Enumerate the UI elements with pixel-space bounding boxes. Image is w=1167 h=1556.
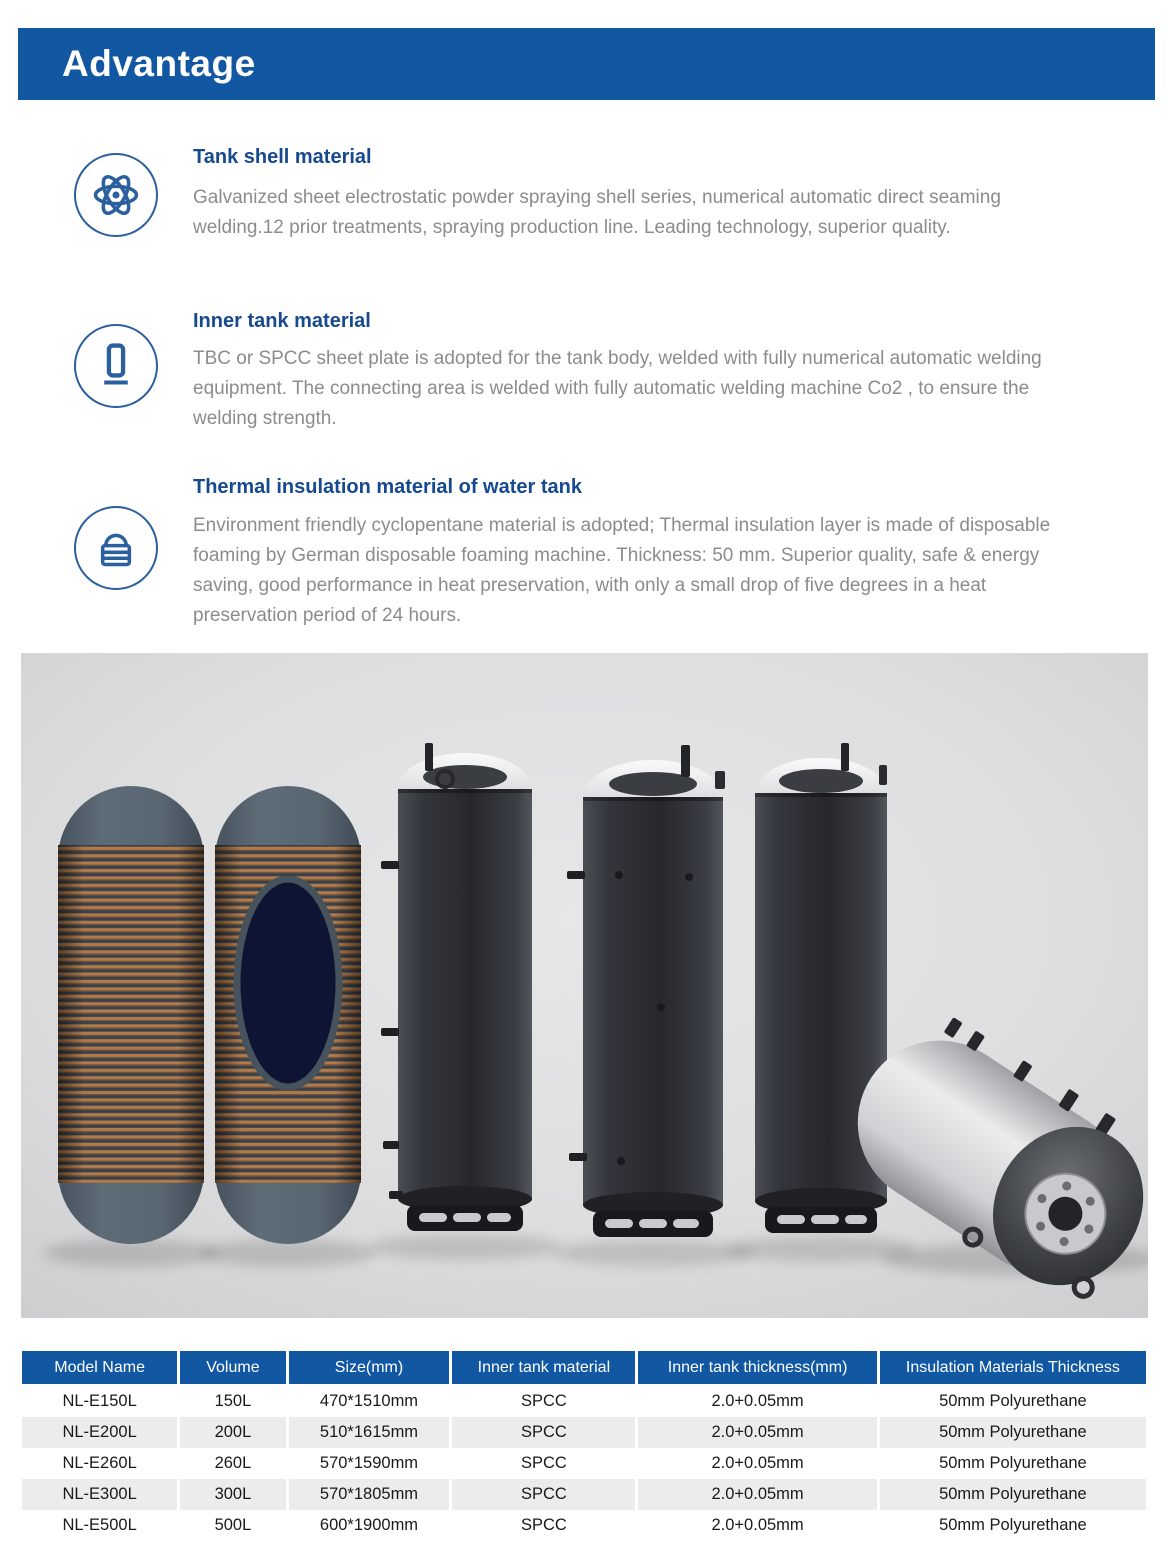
cell-material: SPCC: [520, 1392, 567, 1410]
inner-tank-icon: [83, 333, 149, 399]
cell-insulation: 50mm Polyurethane: [939, 1392, 1087, 1410]
cell-model: NL-E200L: [22, 1417, 177, 1448]
spec-table-header-row: [22, 1351, 1146, 1386]
insulation-icon: [83, 515, 149, 581]
cell-insulation: 50mm Polyurethane: [939, 1516, 1087, 1534]
cell-size: 510*1615mm: [289, 1417, 450, 1448]
cell-material: SPCC: [520, 1454, 567, 1472]
cell-size: 600*1900mm: [319, 1516, 419, 1534]
column-header-inner-tank-thickness: Inner tank thickness(mm): [638, 1351, 876, 1386]
column-header-insulation-thickness: Insulation Materials Thickness: [880, 1351, 1146, 1386]
inner-tank-feature-icon-circle: [74, 324, 158, 408]
column-header-model-name: Model Name: [22, 1351, 177, 1386]
cell-thickness: 2.0+0.05mm: [711, 1392, 804, 1410]
table-row: [22, 1448, 1146, 1479]
feature-title-tank-shell: Tank shell material: [193, 146, 372, 168]
cell-volume: 200L: [180, 1417, 285, 1448]
cell-insulation: 50mm Polyurethane: [880, 1479, 1146, 1510]
cell-size: 570*1805mm: [289, 1479, 450, 1510]
cell-size: 570*1590mm: [319, 1454, 419, 1472]
insulation-feature-icon-circle: [74, 506, 158, 590]
cell-volume: 300L: [180, 1479, 285, 1510]
cell-size: 470*1510mm: [319, 1392, 419, 1410]
product-tanks-image: [21, 653, 1148, 1318]
column-header-volume: Volume: [180, 1351, 285, 1386]
cell-volume: 260L: [214, 1454, 252, 1472]
cell-model: NL-E260L: [62, 1454, 137, 1472]
feature-title-insulation: Thermal insulation material of water tank: [193, 476, 582, 498]
atom-icon: [83, 162, 149, 228]
spec-table: [19, 1351, 1149, 1541]
cell-thickness: 2.0+0.05mm: [711, 1454, 804, 1472]
page-title-bar: [18, 28, 1155, 100]
cell-model: NL-E150L: [62, 1392, 137, 1410]
feature-text-inner-tank: TBC or SPCC sheet plate is adopted for the tank body, welded with fully numerical automatic welding equipment. The connecting area is welded with fully automatic welding machine Co2 , to ensure the welding strength.: [193, 348, 1042, 429]
cell-insulation: 50mm Polyurethane: [939, 1454, 1087, 1472]
table-row: [22, 1510, 1146, 1541]
table-row: [22, 1479, 1146, 1510]
feature-text-tank-shell: Galvanized sheet electrostatic powder spraying shell series, numerical automatic direct seaming welding.12 prior treatments, spraying production line. Leading technology, superior quality.: [193, 187, 1001, 238]
cell-material: SPCC: [520, 1516, 567, 1534]
column-header-size: Size(mm): [289, 1351, 450, 1386]
cell-thickness: 2.0+0.05mm: [638, 1479, 876, 1510]
cell-insulation: 50mm Polyurethane: [880, 1417, 1146, 1448]
feature-title-inner-tank: Inner tank material: [193, 310, 371, 332]
tank-shell-feature-icon-circle: [74, 153, 158, 237]
table-row: [22, 1417, 1146, 1448]
cell-model: NL-E300L: [22, 1479, 177, 1510]
cell-model: NL-E500L: [62, 1516, 137, 1534]
cell-volume: 500L: [214, 1516, 252, 1534]
cell-material: SPCC: [452, 1479, 635, 1510]
cell-material: SPCC: [452, 1417, 635, 1448]
column-header-inner-tank-material: Inner tank material: [452, 1351, 635, 1386]
cell-volume: 150L: [214, 1392, 252, 1410]
table-row: [22, 1386, 1146, 1417]
feature-text-insulation: Environment friendly cyclopentane material is adopted; Thermal insulation layer is made of disposable foaming by German disposable foaming machine. Thickness: 50 mm. Superior quality, safe & energy saving, good performance in heat preservation, with only a small drop of five degrees in a heat preservation period of 24 hours.: [193, 515, 1051, 626]
page-title: Advantage: [62, 43, 256, 84]
cell-thickness: 2.0+0.05mm: [638, 1417, 876, 1448]
cell-thickness: 2.0+0.05mm: [711, 1516, 804, 1534]
